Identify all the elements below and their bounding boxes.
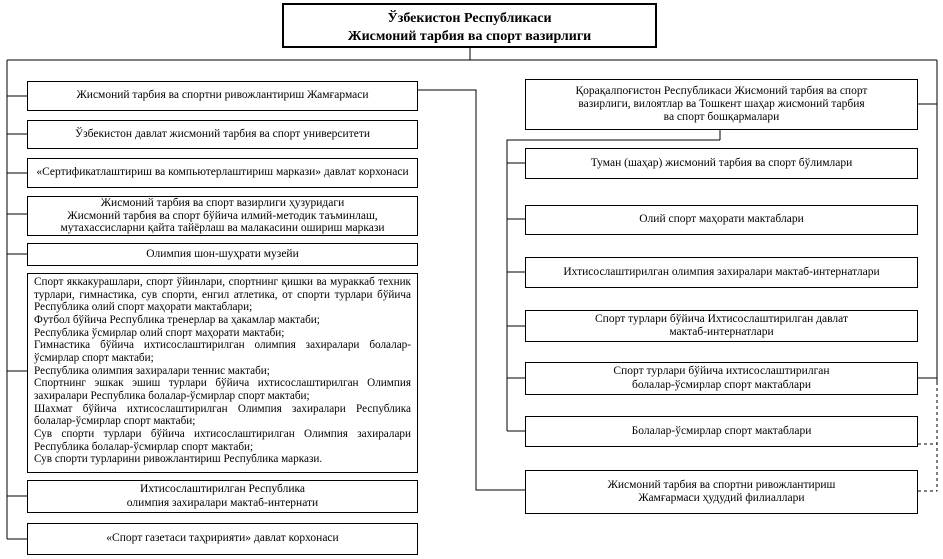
olympic-reserve-schools-box [525, 257, 918, 288]
republic-schools-box [27, 273, 418, 473]
fund-to-branches-line [418, 90, 525, 490]
olympic-museum-label: Олимпия шон-шуҳрати музейи [146, 247, 299, 260]
youth-sport-schools-box [525, 416, 918, 447]
school-item: Сув спорти турларини ривожлантириш Республика маркази. [34, 453, 323, 466]
olympic-reserve-schools-label: Ихтисослаштирилган олимпия захиралари мактаб-интернатлари [563, 265, 880, 278]
specialized-youth-schools-label: Спорт турлари бўйича ихтисослаштирилган болалар-ўсмирлар спорт мактаблари [613, 365, 830, 391]
university-box [27, 120, 418, 149]
fund-branches-box [525, 470, 918, 514]
specialized-youth-schools-box [525, 362, 918, 395]
school-item: Спортнинг эшкак эшиш турлари бўйича ихтисослаштирилган Олимпия захиралари Республика болалар-ўсмирлар спорт мактаби; [34, 377, 411, 402]
regional-ministries-label: Қорақалпоғистон Республикаси Жисмоний тарбия ва спорт вазирлиги, вилоятлар ва Тошкент шаҳар жисмоний тарбия ва спорт бошқармалари [575, 84, 868, 124]
fund-label: Жисмоний тарбия ва спортни ривожлантириш Жамғармаси [76, 89, 369, 102]
school-item: Сув спорти турлари бўйича ихтисослаштирилган Олимпия захиралари Республика болалар-ўсмирлар спорт мактаби; [34, 427, 411, 453]
university-label: Ўзбекистон давлат жисмоний тарбия ва спорт университети [74, 127, 371, 140]
youth-sport-schools-label: Болалар-ўсмирлар спорт мактаблари [631, 424, 812, 437]
ministry-country: Ўзбекистон Республикаси [387, 11, 552, 26]
fund-box [27, 81, 418, 111]
regional-ministries-box [525, 79, 918, 130]
sport-newspaper-label: «Спорт газетаси таҳририяти» давлат корхонаси [106, 532, 339, 545]
school-item: Республика ўсмирлар олий спорт маҳорати мактаби; [34, 326, 285, 339]
school-item: Футбол бўйича Республика тренерлар ва ҳакамлар мактаби; [34, 313, 320, 326]
olympic-reserve-boarding-box [27, 480, 418, 513]
methodological-center-box [27, 196, 418, 236]
state-boarding-schools-box [525, 310, 918, 342]
state-boarding-schools-label: Спорт турлари бўйича Ихтисослаштирилган давлат мактаб-интернатлари [595, 312, 848, 338]
district-departments-label: Туман (шаҳар) жисмоний тарбия ва спорт бўлимлари [590, 156, 853, 169]
school-item: Гимнастика бўйича ихтисослаштирилган олимпия захиралари болалар-ўсмирлар спорт мактаби; [34, 339, 411, 364]
school-item: Шахмат бўйича ихтисослаштирилган Олимпия захиралари Республика болалар-ўсмирлар спорт мактаби; [34, 402, 411, 428]
ministry-box [282, 3, 657, 48]
ministry-name: Жисмоний тарбия ва спорт вазирлиги [347, 28, 592, 44]
certification-center-label: «Сертификатлаштириш ва компьютерлаштириш маркази» давлат корхонаси [36, 166, 409, 179]
school-item: Республика олимпия захиралари теннис мактаби; [34, 364, 270, 377]
certification-center-box [27, 158, 418, 188]
olympic-reserve-boarding-label: Ихтисослаштирилган Республика олимпия захиралари мактаб-интернати [126, 483, 319, 509]
higher-sport-schools-label: Олий спорт маҳорати мактаблари [639, 213, 804, 226]
fund-branches-label: Жисмоний тарбия ва спортни ривожлантириш Жамғармаси ҳудудий филиаллари [607, 478, 836, 504]
methodological-center-label: Жисмоний тарбия ва спорт вазирлиги ҳузуридаги Жисмоний тарбия ва спорт бўйича илмий-методик таъминлаш, мутахассисларни қайта тайёрлаш ва малакасини ошириш маркази [60, 197, 385, 235]
olympic-museum-box [27, 243, 418, 266]
sport-newspaper-box [27, 523, 418, 555]
higher-sport-schools-box [525, 205, 918, 235]
district-departments-box [525, 148, 918, 179]
school-item: Спорт яккакурашлари, спорт ўйинлари, спортнинг қишки ва мураккаб техник турлари, гимнастика, сув спорти, енгил атлетика, от спорти турлари бўйича Республика олий спорт маҳорати мактаблари; [34, 276, 411, 314]
